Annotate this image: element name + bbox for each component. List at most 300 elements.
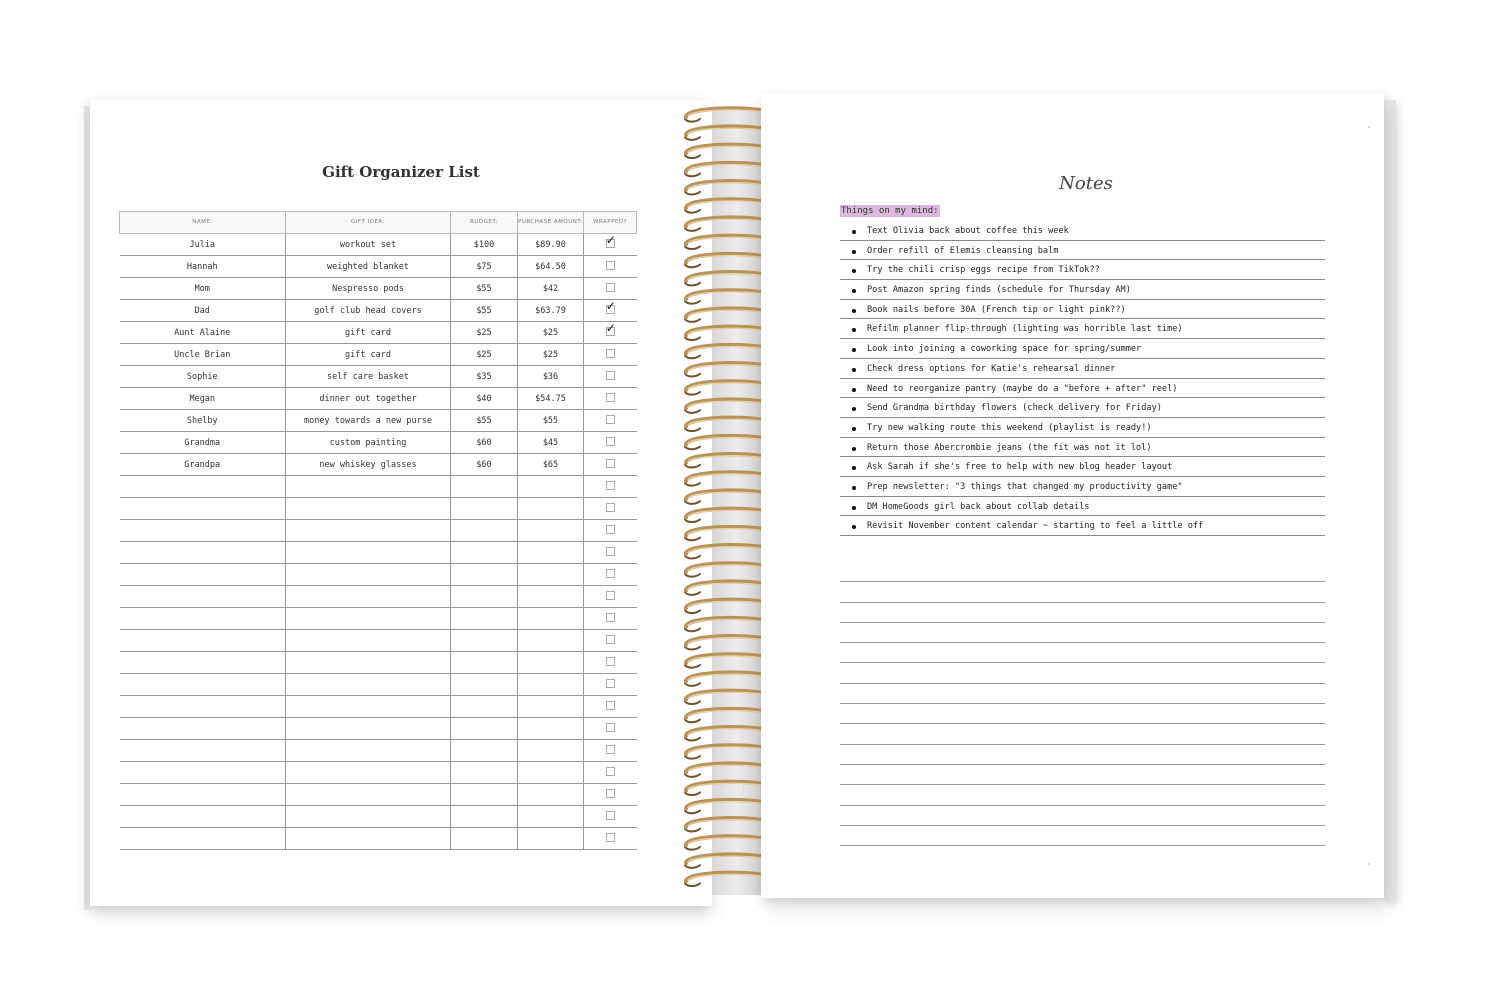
- empty-cell[interactable]: [286, 564, 451, 586]
- empty-cell[interactable]: [518, 542, 584, 564]
- note-text: Prep newsletter: "3 things that changed my productivity game": [867, 481, 1183, 492]
- coil-ring: [685, 855, 766, 868]
- coil-ring: [685, 545, 766, 558]
- cell-gift-idea: new whiskey glasses: [286, 454, 451, 476]
- empty-cell[interactable]: [451, 498, 518, 520]
- coil-ring: [685, 709, 766, 722]
- column-header-name: NAME:: [120, 212, 286, 234]
- note-item: [840, 300, 1325, 320]
- coil-ring: [685, 727, 766, 740]
- cell-wrapped: [584, 740, 637, 762]
- note-text: Check dress options for Katie's rehearsal dinner: [867, 363, 1116, 374]
- note-item: [840, 241, 1325, 261]
- empty-cell[interactable]: [286, 586, 451, 608]
- cell-wrapped: [584, 454, 637, 476]
- blank-line[interactable]: [840, 765, 1325, 785]
- empty-cell[interactable]: [286, 762, 451, 784]
- table-row: [120, 322, 637, 344]
- bullet-icon: [852, 447, 856, 451]
- wrapped-checkbox[interactable]: [606, 745, 615, 754]
- cell-budget: $55: [451, 410, 518, 432]
- note-text: Look into joining a coworking space for spring/summer: [867, 344, 1142, 355]
- coil-ring: [685, 782, 766, 795]
- cell-gift-idea: self care basket: [286, 366, 451, 388]
- empty-cell[interactable]: [120, 564, 286, 586]
- table-header-row: [120, 212, 637, 234]
- page-dot: [1368, 126, 1370, 128]
- cell-budget: $100: [451, 234, 518, 256]
- empty-cell[interactable]: [120, 828, 286, 850]
- wrapped-checkbox[interactable]: [606, 613, 615, 622]
- wrapped-checkbox[interactable]: [606, 789, 615, 798]
- wrapped-checkbox[interactable]: [606, 481, 615, 490]
- empty-cell[interactable]: [451, 762, 518, 784]
- bullet-icon: [852, 407, 856, 411]
- cell-wrapped: [584, 608, 637, 630]
- empty-cell[interactable]: [120, 806, 286, 828]
- page-title: Notes: [1059, 173, 1113, 194]
- coil-ring: [685, 582, 766, 595]
- coil-ring: [685, 636, 766, 649]
- cell-name: Sophie: [120, 366, 286, 388]
- empty-cell[interactable]: [120, 740, 286, 762]
- wrapped-checkbox[interactable]: [606, 723, 615, 732]
- cell-gift-idea: golf club head covers: [286, 300, 451, 322]
- cell-budget: $35: [451, 366, 518, 388]
- bullet-icon: [852, 466, 856, 470]
- empty-cell[interactable]: [120, 608, 286, 630]
- coil-ring: [685, 290, 766, 303]
- table-row: [120, 234, 637, 256]
- column-header-budget: BUDGET:: [451, 212, 518, 234]
- note-text: Ask Sarah if she's free to help with new blog header layout: [867, 462, 1173, 473]
- cell-purchase-amount: $89.90: [518, 234, 584, 256]
- blank-note-lines: [840, 562, 1325, 846]
- cell-wrapped: [584, 520, 637, 542]
- coil-ring: [685, 272, 766, 285]
- note-item: [840, 379, 1325, 399]
- cell-name: Megan: [120, 388, 286, 410]
- coil-ring: [685, 345, 766, 358]
- cell-purchase-amount: $45: [518, 432, 584, 454]
- blank-line[interactable]: [840, 745, 1325, 765]
- cell-purchase-amount: $42: [518, 278, 584, 300]
- wrapped-checkbox[interactable]: [606, 569, 615, 578]
- empty-cell[interactable]: [451, 586, 518, 608]
- coil-ring: [685, 764, 766, 777]
- empty-cell[interactable]: [286, 740, 451, 762]
- empty-cell[interactable]: [451, 740, 518, 762]
- cell-budget: $55: [451, 300, 518, 322]
- empty-cell[interactable]: [120, 542, 286, 564]
- table-row-empty: [120, 520, 637, 542]
- column-header-purchase-amount: PURCHASE AMOUNT:: [518, 212, 584, 234]
- empty-cell[interactable]: [286, 520, 451, 542]
- cell-wrapped: [584, 366, 637, 388]
- empty-cell[interactable]: [451, 718, 518, 740]
- notes-subtitle: Things on my mind:: [841, 206, 939, 216]
- empty-cell[interactable]: [451, 806, 518, 828]
- empty-cell[interactable]: [120, 674, 286, 696]
- note-text: Send Grandma birthday flowers (check delivery for Friday): [867, 403, 1162, 414]
- cell-gift-idea: money towards a new purse: [286, 410, 451, 432]
- cell-budget: $75: [451, 256, 518, 278]
- cell-wrapped: [584, 234, 637, 256]
- note-text: Refilm planner flip-through (lighting was horrible last time): [867, 324, 1183, 335]
- note-item: [840, 438, 1325, 458]
- cell-wrapped: [584, 322, 637, 344]
- page-title: Gift Organizer List: [322, 163, 480, 181]
- empty-cell[interactable]: [286, 608, 451, 630]
- empty-cell[interactable]: [518, 608, 584, 630]
- coil-ring: [685, 618, 766, 631]
- wrapped-checkbox[interactable]: [606, 459, 615, 468]
- empty-cell[interactable]: [120, 784, 286, 806]
- wrapped-checkbox-checked[interactable]: [606, 239, 615, 248]
- table-row-empty: [120, 476, 637, 498]
- cell-name: Shelby: [120, 410, 286, 432]
- cell-wrapped: [584, 542, 637, 564]
- bullet-icon: [852, 309, 856, 313]
- empty-cell[interactable]: [518, 828, 584, 850]
- coil-ring: [685, 527, 766, 540]
- cell-wrapped: [584, 344, 637, 366]
- cell-gift-idea: workout set: [286, 234, 451, 256]
- empty-cell[interactable]: [120, 762, 286, 784]
- cell-wrapped: [584, 586, 637, 608]
- note-text: Order refill of Elemis cleansing balm: [867, 245, 1059, 256]
- bullet-icon: [852, 486, 856, 490]
- table-row-empty: [120, 608, 637, 630]
- table-row-empty: [120, 630, 637, 652]
- cell-wrapped: [584, 256, 637, 278]
- wrapped-checkbox-checked[interactable]: [606, 327, 615, 336]
- cell-name: Julia: [120, 234, 286, 256]
- coil-ring: [685, 236, 766, 249]
- notes-list: [840, 221, 1325, 536]
- empty-cell[interactable]: [120, 718, 286, 740]
- cell-gift-idea: dinner out together: [286, 388, 451, 410]
- cell-budget: $25: [451, 322, 518, 344]
- table-row: [120, 344, 637, 366]
- cell-wrapped: [584, 652, 637, 674]
- blank-line[interactable]: [840, 785, 1325, 805]
- table-row-empty: [120, 542, 637, 564]
- coil-ring: [685, 163, 766, 176]
- cell-wrapped: [584, 432, 637, 454]
- wrapped-checkbox[interactable]: [606, 261, 615, 270]
- note-text: Post Amazon spring finds (schedule for Thursday AM): [867, 285, 1131, 296]
- empty-cell[interactable]: [286, 498, 451, 520]
- bullet-icon: [852, 230, 856, 234]
- cell-wrapped: [584, 564, 637, 586]
- wrapped-checkbox[interactable]: [606, 393, 615, 402]
- empty-cell[interactable]: [518, 652, 584, 674]
- bullet-icon: [852, 525, 856, 529]
- wrapped-checkbox[interactable]: [606, 371, 615, 380]
- cell-budget: $60: [451, 432, 518, 454]
- cell-name: Uncle Brian: [120, 344, 286, 366]
- bullet-icon: [852, 388, 856, 392]
- table-row: [120, 256, 637, 278]
- cell-name: Aunt Alaine: [120, 322, 286, 344]
- empty-cell[interactable]: [451, 476, 518, 498]
- empty-cell[interactable]: [451, 542, 518, 564]
- empty-cell[interactable]: [120, 476, 286, 498]
- coil-ring: [685, 436, 766, 449]
- blank-line[interactable]: [840, 582, 1325, 602]
- blank-line[interactable]: [840, 603, 1325, 623]
- empty-cell[interactable]: [286, 828, 451, 850]
- empty-cell[interactable]: [518, 630, 584, 652]
- coil-ring: [685, 472, 766, 485]
- coil-ring: [685, 309, 766, 322]
- note-text: Try the chili crisp eggs recipe from TikTok??: [867, 265, 1100, 276]
- empty-cell[interactable]: [286, 696, 451, 718]
- bullet-icon: [852, 368, 856, 372]
- cell-wrapped: [584, 718, 637, 740]
- blank-line[interactable]: [840, 704, 1325, 724]
- empty-cell[interactable]: [286, 806, 451, 828]
- coil-ring: [685, 563, 766, 576]
- table-row: [120, 388, 637, 410]
- cell-name: Dad: [120, 300, 286, 322]
- cell-purchase-amount: $25: [518, 322, 584, 344]
- blank-line[interactable]: [840, 623, 1325, 643]
- table-row-empty: [120, 718, 637, 740]
- empty-cell[interactable]: [286, 674, 451, 696]
- coil-ring: [685, 654, 766, 667]
- table-row-empty: [120, 762, 637, 784]
- empty-cell[interactable]: [451, 520, 518, 542]
- cell-wrapped: [584, 476, 637, 498]
- coil-ring: [685, 181, 766, 194]
- coil-ring: [685, 673, 766, 686]
- empty-cell[interactable]: [518, 498, 584, 520]
- cell-budget: $60: [451, 454, 518, 476]
- empty-cell[interactable]: [518, 718, 584, 740]
- table-row: [120, 454, 637, 476]
- notes-page: [761, 93, 1384, 898]
- coil-ring: [685, 491, 766, 504]
- cell-wrapped: [584, 388, 637, 410]
- cell-purchase-amount: $55: [518, 410, 584, 432]
- cell-budget: $25: [451, 344, 518, 366]
- gift-table: [119, 211, 637, 850]
- table-row-empty: [120, 674, 637, 696]
- empty-cell[interactable]: [518, 586, 584, 608]
- empty-cell[interactable]: [451, 630, 518, 652]
- cell-wrapped: [584, 696, 637, 718]
- wrapped-checkbox[interactable]: [606, 811, 615, 820]
- wrapped-checkbox-checked[interactable]: [606, 305, 615, 314]
- note-item: [840, 477, 1325, 497]
- note-text: Need to reorganize pantry (maybe do a "before + after" reel): [867, 383, 1178, 394]
- empty-cell[interactable]: [518, 674, 584, 696]
- blank-line[interactable]: [840, 724, 1325, 744]
- empty-cell[interactable]: [451, 828, 518, 850]
- cell-wrapped: [584, 806, 637, 828]
- wrapped-checkbox[interactable]: [606, 767, 615, 776]
- cell-budget: $40: [451, 388, 518, 410]
- empty-cell[interactable]: [518, 806, 584, 828]
- table-row: [120, 278, 637, 300]
- blank-line[interactable]: [840, 684, 1325, 704]
- empty-cell[interactable]: [120, 652, 286, 674]
- empty-cell[interactable]: [518, 784, 584, 806]
- coil-ring: [685, 218, 766, 231]
- cell-wrapped: [584, 784, 637, 806]
- empty-cell[interactable]: [518, 740, 584, 762]
- empty-cell[interactable]: [286, 718, 451, 740]
- cell-wrapped: [584, 762, 637, 784]
- note-item: [840, 319, 1325, 339]
- cell-budget: $55: [451, 278, 518, 300]
- empty-cell[interactable]: [451, 564, 518, 586]
- coil-ring: [685, 691, 766, 704]
- note-item: [840, 418, 1325, 438]
- empty-cell[interactable]: [120, 630, 286, 652]
- cell-purchase-amount: $63.79: [518, 300, 584, 322]
- coil-ring: [685, 509, 766, 522]
- cell-name: Mom: [120, 278, 286, 300]
- blank-line[interactable]: [840, 643, 1325, 663]
- wrapped-checkbox[interactable]: [606, 547, 615, 556]
- empty-cell[interactable]: [518, 520, 584, 542]
- cell-name: Hannah: [120, 256, 286, 278]
- empty-cell[interactable]: [451, 608, 518, 630]
- wrapped-checkbox[interactable]: [606, 657, 615, 666]
- coil-ring: [685, 600, 766, 613]
- table-row-empty: [120, 784, 637, 806]
- note-text: DM HomeGoods girl back about collab details: [867, 501, 1090, 512]
- empty-cell[interactable]: [518, 564, 584, 586]
- empty-cell[interactable]: [286, 542, 451, 564]
- cell-gift-idea: weighted blanket: [286, 256, 451, 278]
- wrapped-checkbox[interactable]: [606, 283, 615, 292]
- empty-cell[interactable]: [451, 674, 518, 696]
- table-row: [120, 366, 637, 388]
- bullet-icon: [852, 328, 856, 332]
- empty-cell[interactable]: [286, 630, 451, 652]
- bullet-icon: [852, 250, 856, 254]
- wrapped-checkbox[interactable]: [606, 591, 615, 600]
- empty-cell[interactable]: [286, 652, 451, 674]
- coil-ring: [685, 327, 766, 340]
- wrapped-checkbox[interactable]: [606, 503, 615, 512]
- coil-ring: [685, 145, 766, 158]
- bullet-icon: [852, 427, 856, 431]
- empty-cell[interactable]: [120, 520, 286, 542]
- coil-ring: [685, 108, 766, 121]
- cell-wrapped: [584, 410, 637, 432]
- empty-cell[interactable]: [120, 498, 286, 520]
- empty-cell[interactable]: [451, 696, 518, 718]
- cell-purchase-amount: $64.50: [518, 256, 584, 278]
- note-item: [840, 359, 1325, 379]
- note-item: [840, 339, 1325, 359]
- cell-wrapped: [584, 630, 637, 652]
- coil-ring: [685, 800, 766, 813]
- empty-cell[interactable]: [451, 784, 518, 806]
- cell-wrapped: [584, 674, 637, 696]
- column-header-wrapped: WRAPPED?: [584, 212, 637, 234]
- wrapped-checkbox[interactable]: [606, 635, 615, 644]
- cell-wrapped: [584, 300, 637, 322]
- note-text: Revisit November content calendar ~ starting to feel a little off: [867, 521, 1204, 532]
- note-item: [840, 280, 1325, 300]
- bullet-icon: [852, 348, 856, 352]
- coil-ring: [685, 254, 766, 267]
- cell-wrapped: [584, 278, 637, 300]
- empty-cell[interactable]: [286, 476, 451, 498]
- cell-name: Grandpa: [120, 454, 286, 476]
- empty-cell[interactable]: [518, 696, 584, 718]
- wrapped-checkbox[interactable]: [606, 415, 615, 424]
- empty-cell[interactable]: [451, 652, 518, 674]
- bullet-icon: [852, 506, 856, 510]
- table-row-empty: [120, 806, 637, 828]
- coil-ring: [685, 400, 766, 413]
- empty-cell[interactable]: [286, 784, 451, 806]
- coil-ring: [685, 363, 766, 376]
- note-item: [840, 221, 1325, 241]
- cell-wrapped: [584, 828, 637, 850]
- empty-cell[interactable]: [120, 696, 286, 718]
- cell-purchase-amount: $65: [518, 454, 584, 476]
- table-row-empty: [120, 740, 637, 762]
- column-header-gift-idea: GIFT IDEA:: [286, 212, 451, 234]
- empty-cell[interactable]: [518, 476, 584, 498]
- table-row-empty: [120, 828, 637, 850]
- table-row: [120, 410, 637, 432]
- cell-gift-idea: gift card: [286, 322, 451, 344]
- blank-line[interactable]: [840, 562, 1325, 582]
- note-text: Text Olivia back about coffee this week: [867, 226, 1069, 236]
- blank-line[interactable]: [840, 663, 1325, 683]
- coil-ring: [685, 381, 766, 394]
- table-row-empty: [120, 696, 637, 718]
- coil-ring: [685, 873, 766, 886]
- empty-cell[interactable]: [518, 762, 584, 784]
- page-dot: [1368, 863, 1370, 865]
- bullet-icon: [852, 269, 856, 273]
- wrapped-checkbox[interactable]: [606, 833, 615, 842]
- cell-gift-idea: Nespresso pods: [286, 278, 451, 300]
- table-row-empty: [120, 564, 637, 586]
- coil-ring: [685, 836, 766, 849]
- wrapped-checkbox[interactable]: [606, 701, 615, 710]
- blank-line[interactable]: [840, 826, 1325, 846]
- empty-cell[interactable]: [120, 586, 286, 608]
- note-item: [840, 516, 1325, 536]
- wrapped-checkbox[interactable]: [606, 525, 615, 534]
- coil-ring: [685, 818, 766, 831]
- wrapped-checkbox[interactable]: [606, 437, 615, 446]
- wrapped-checkbox[interactable]: [606, 349, 615, 358]
- note-text: Book nails before 30A (French tip or light pink??): [867, 304, 1126, 315]
- cell-purchase-amount: $25: [518, 344, 584, 366]
- cell-wrapped: [584, 498, 637, 520]
- wrapped-checkbox[interactable]: [606, 679, 615, 688]
- coil-ring: [685, 418, 766, 431]
- cell-purchase-amount: $36: [518, 366, 584, 388]
- gift-organizer-page: [90, 100, 712, 906]
- note-item: [840, 497, 1325, 517]
- cell-gift-idea: gift card: [286, 344, 451, 366]
- blank-line[interactable]: [840, 806, 1325, 826]
- coil-ring: [685, 454, 766, 467]
